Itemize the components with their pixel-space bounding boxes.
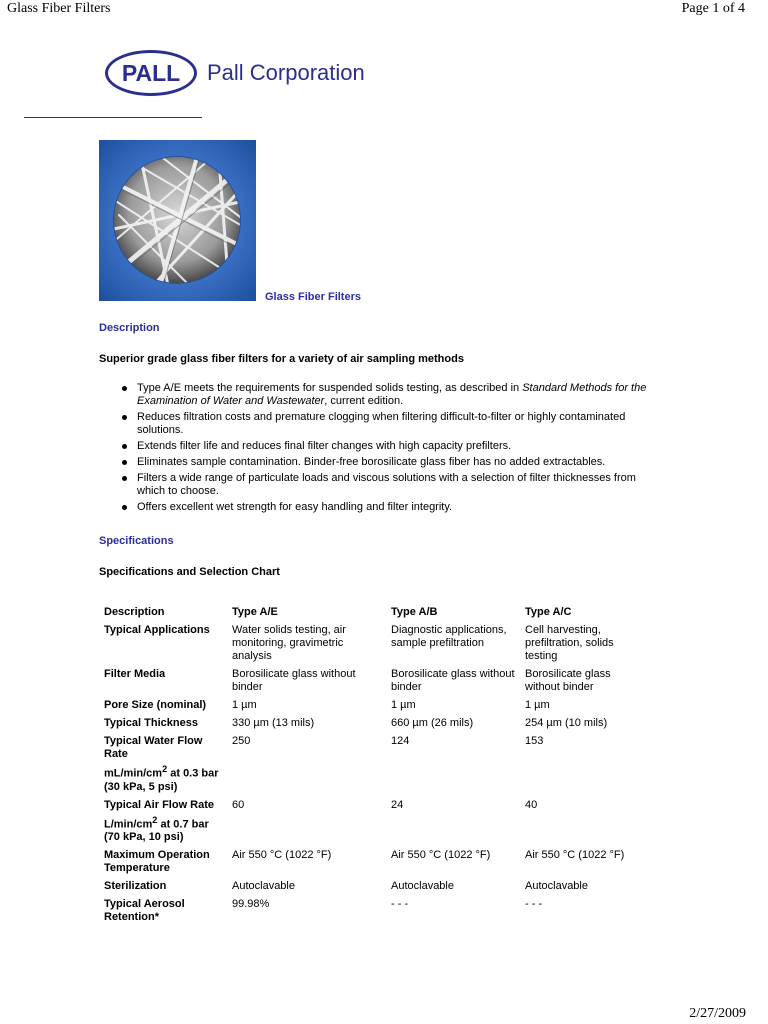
product-caption-link[interactable]: Glass Fiber Filters	[265, 291, 361, 303]
pall-logo[interactable]	[105, 50, 405, 100]
page-header-title: Glass Fiber Filters	[7, 1, 111, 16]
page-number: Page 1 of 4	[681, 1, 745, 16]
specifications-heading: Specifications	[99, 535, 174, 547]
spec-table	[101, 605, 638, 928]
description-subheading: Superior grade glass fiber filters for a variety of air sampling methods	[99, 353, 464, 365]
column-header: Type A/B	[391, 606, 438, 618]
feature-list	[120, 382, 660, 517]
logo-abbreviation: PALL	[121, 60, 181, 86]
table-row: Typical Water Flow Rate $mL/\min/cm^2$ at 0.3 bar (30 kPa, 5 psi) 250 124 153	[104, 735, 544, 793]
list-item: Extends filter life and reduces final filter changes with high capacity prefilters.	[120, 440, 660, 453]
table-row: Pore Size (nominal) 1 µm 1 µm 1 µm	[104, 699, 550, 711]
header-divider	[24, 117, 202, 118]
column-header: Type A/C	[525, 606, 572, 618]
table-row: Typical Applications Water solids testing, air monitoring, gravimetric analysis Diagnostic applications, sample prefiltration Cell harvesting, prefiltration, solids testing	[104, 624, 614, 662]
list-item: Type A/E meets the requirements for suspended solids testing, as described in Standard Methods for the Examination of Water and Wastewater, current edition.	[120, 382, 660, 408]
list-item: Eliminates sample contamination. Binder-free borosilicate glass fiber has no added extractables.	[120, 456, 660, 469]
table-row: Typical Aerosol Retention* 99.98% - - - - - -	[104, 898, 543, 924]
column-header: Type A/E	[232, 606, 278, 618]
table-header-row	[101, 605, 638, 623]
glass-fiber-image-icon[interactable]	[99, 140, 256, 301]
logo-company-name: Pall Corporation	[207, 60, 365, 85]
table-row: Typical Air Flow Rate $L/\min/cm^2$ at 0.7 bar (70 kPa, 10 psi) 60 24 40	[104, 798, 538, 844]
list-item: Offers excellent wet strength for easy handling and filter integrity.	[120, 501, 660, 514]
table-row: Filter Media Borosilicate glass without binder Borosilicate glass without binder Borosilicate glass without binder	[104, 668, 611, 693]
list-item: Filters a wide range of particulate loads and viscous solutions with a selection of filter thicknesses from which to choose.	[120, 472, 660, 498]
table-row: Sterilization Autoclavable Autoclavable Autoclavable	[104, 880, 588, 893]
list-item: Reduces filtration costs and premature clogging when filtering difficult-to-filter or highly contaminated solutions.	[120, 411, 660, 437]
specifications-subheading: Specifications and Selection Chart	[99, 566, 280, 578]
table-row: Typical Thickness 330 µm (13 mils) 660 µm (26 mils) 254 µm (10 mils)	[104, 717, 608, 729]
description-heading: Description	[99, 322, 160, 334]
table-row: Maximum Operation Temperature Air 550 °C (1022 °F) Air 550 °C (1022 °F) Air 550 °C (1022 °F)	[104, 849, 625, 875]
column-header: Description	[104, 606, 165, 618]
print-date: 2/27/2009	[689, 1006, 746, 1021]
